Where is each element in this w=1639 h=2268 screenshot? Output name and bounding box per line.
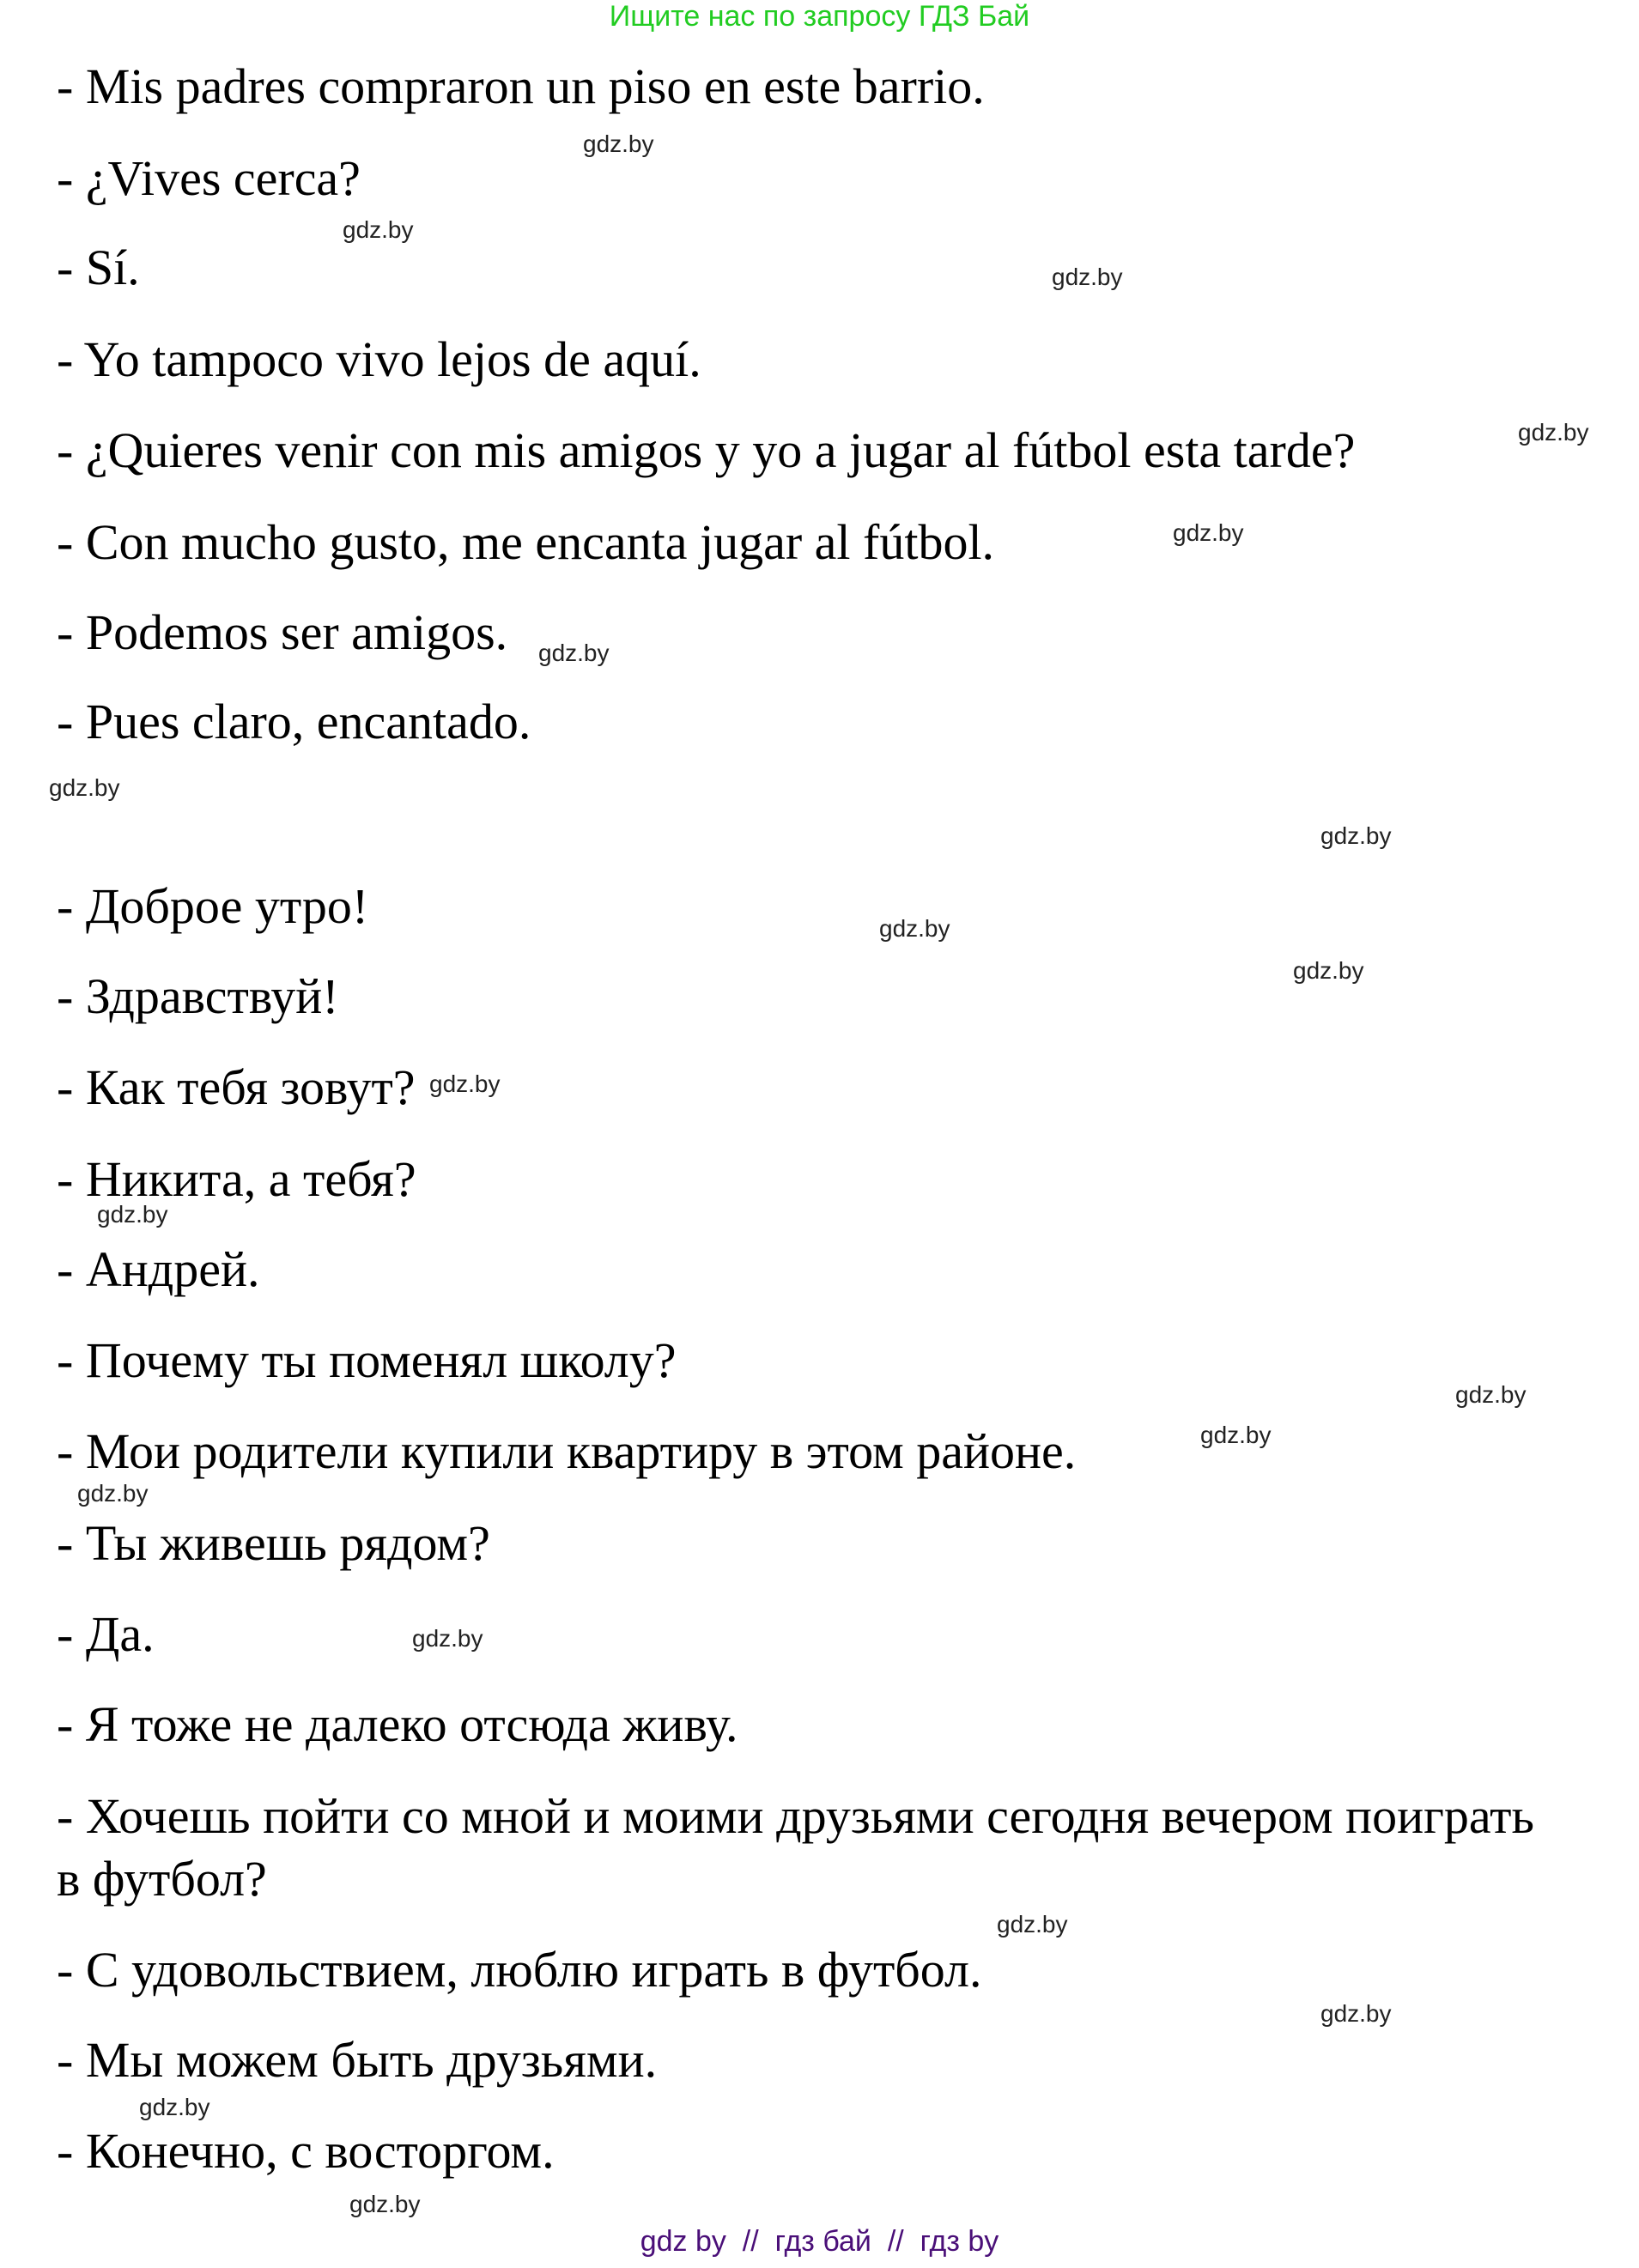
watermark: gdz.by [349,2191,421,2217]
watermark: gdz.by [97,1201,168,1228]
watermark: gdz.by [1518,419,1589,446]
dialogue-line: - Я тоже не далеко отсюда живу. [57,1696,738,1752]
watermark: gdz.by [1455,1381,1527,1408]
watermark: gdz.by [1320,822,1392,849]
footer-links[interactable]: gdz by // гдз бай // гдз by [640,2225,999,2258]
dialogue-line: - Ты живешь рядом? [57,1515,490,1571]
watermark: gdz.by [538,640,610,666]
dialogue-line: - ¿Vives cerca? [57,150,361,206]
dialogue-line: - Mis padres compraron un piso en este barrio. [57,58,985,114]
watermark: gdz.by [77,1480,149,1507]
watermark: gdz.by [1173,519,1244,546]
dialogue-line: - Здравствуй! [57,968,339,1024]
watermark: gdz.by [1293,957,1364,984]
dialogue-line: - ¿Quieres venir con mis amigos y yo a jugar al fútbol esta tarde? [57,422,1356,478]
dialogue-line: - Почему ты поменял школу? [57,1332,677,1388]
watermark: gdz.by [412,1625,483,1652]
watermark: gdz.by [1200,1422,1272,1448]
dialogue-line: - Con mucho gusto, me encanta jugar al fútbol. [57,514,995,570]
watermark: gdz.by [429,1070,501,1097]
dialogue-line: - Yo tampoco vivo lejos de aquí. [57,331,701,387]
dialogue-line: - Sí. [57,240,140,295]
dialogue-line: - Андрей. [57,1241,260,1297]
dialogue-line: - Конечно, с восторгом. [57,2123,555,2179]
dialogue-line: - Мои родители купили квартиру в этом районе. [57,1423,1077,1479]
dialogue-line: - Как тебя зовут? [57,1059,416,1115]
dialogue-line: - Никита, а тебя? [57,1151,416,1207]
watermark: gdz.by [997,1911,1068,1938]
dialogue-line: - С удовольствием, люблю играть в футбол. [57,1942,982,1998]
dialogue-line: - Да. [57,1606,155,1662]
watermark: gdz.by [139,2094,210,2120]
watermark: gdz.by [583,130,654,157]
dialogue-line: - Хочешь пойти со мной и моими друзьями сегодня вечером поиграть [57,1788,1534,1844]
dialogue-line: - Podemos ser amigos. [57,604,508,660]
watermark: gdz.by [879,915,950,942]
watermark: gdz.by [49,774,120,801]
dialogue-line: - Pues claro, encantado. [57,694,531,749]
watermark: gdz.by [1052,264,1123,290]
watermark: gdz.by [1320,2000,1392,2027]
search-hint-banner: Ищите нас по запросу ГДЗ Бай [609,0,1030,33]
dialogue-line: - Доброе утро! [57,878,369,934]
dialogue-line: - Мы можем быть друзьями. [57,2032,658,2088]
dialogue-line-continuation: в футбол? [57,1851,267,1907]
watermark: gdz.by [343,216,414,243]
